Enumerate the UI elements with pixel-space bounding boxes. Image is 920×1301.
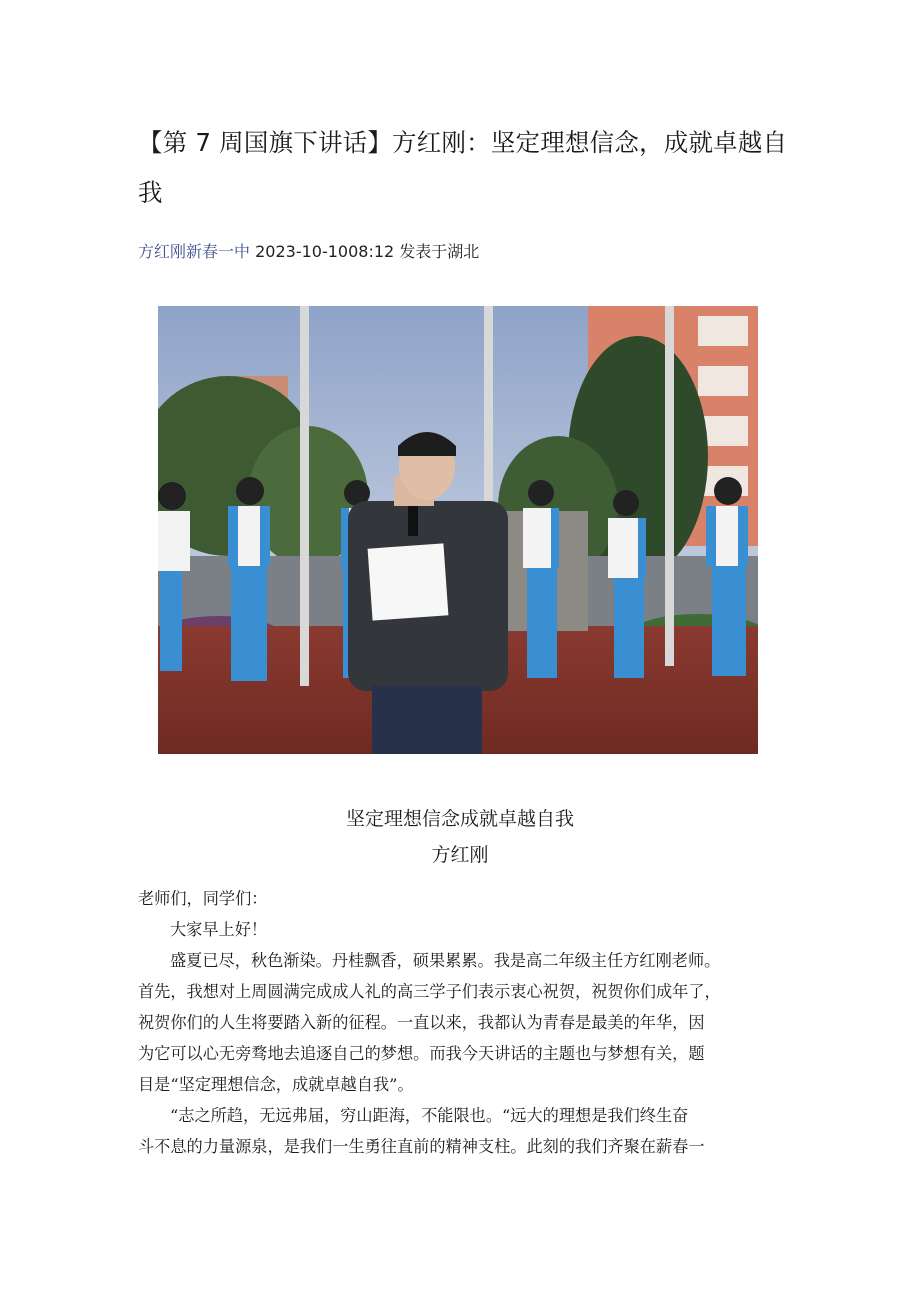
flag-ceremony-photo-icon xyxy=(158,306,758,754)
article-title: 【第 7 周国旗下讲话】方红刚：坚定理想信念，成就卓越自我 xyxy=(138,128,788,207)
paragraph-line: 首先，我想对上周圆满完成成人礼的高三学子们表示衷心祝贺，祝贺你们成年了， xyxy=(138,982,721,1001)
greeting: 大家早上好！ xyxy=(170,920,268,939)
publish-info: 2023-10-1008:12 发表于湖北 xyxy=(250,242,480,261)
paragraph-line: 斗不息的力量源泉，是我们一生勇往直前的精神支柱。此刻的我们齐聚在薪春一 xyxy=(138,1137,705,1156)
paragraph-line: “志之所趋，无远弗届，穷山距海，不能限也。“远大的理想是我们终生奋 xyxy=(170,1106,689,1125)
paragraph-1 xyxy=(138,945,786,1100)
article-photo xyxy=(158,306,758,754)
paragraph-line: 盛夏已尽，秋色渐染。丹桂飘香，硕果累累。我是高二年级主任方红刚老师。 xyxy=(170,951,721,970)
salutation: 老师们，同学们： xyxy=(138,889,268,908)
paragraph-line: 目是“坚定理想信念，成就卓越自我”。 xyxy=(138,1075,414,1094)
speech-speaker: 方红刚 xyxy=(431,844,489,866)
article-meta xyxy=(138,240,479,264)
paragraph-line: 祝贺你们的人生将要踏入新的征程。一直以来，我都认为青春是最美的年华，因 xyxy=(138,1013,705,1032)
paragraph-2 xyxy=(138,1100,786,1162)
author-link[interactable]: 方红刚新春一中 xyxy=(138,242,251,261)
paragraph-line: 为它可以心无旁骛地去追逐自己的梦想。而我今天讲话的主题也与梦想有关，题 xyxy=(138,1044,705,1063)
speech-body xyxy=(138,883,786,1162)
speech-title: 坚定理想信念成就卓越自我 xyxy=(345,808,574,830)
